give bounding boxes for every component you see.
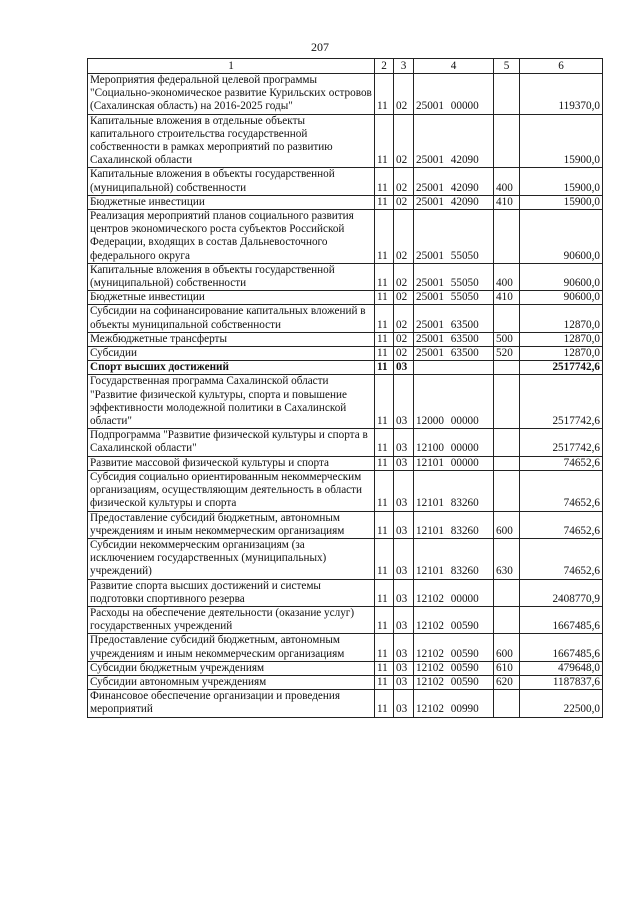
row-expense-type bbox=[494, 210, 520, 264]
row-expense-type: 600 bbox=[494, 634, 520, 661]
row-amount: 22500,0 bbox=[520, 690, 603, 717]
row-target-code: 12102 00990 bbox=[414, 690, 494, 717]
row-name: Спорт высших достижений bbox=[88, 361, 375, 375]
row-name: Развитие массовой физической культуры и спорта bbox=[88, 456, 375, 470]
table-header-row bbox=[88, 59, 603, 74]
budget-table bbox=[87, 58, 603, 718]
row-amount: 74652,6 bbox=[520, 511, 603, 538]
row-name: Субсидии на софинансирование капитальных вложений в объекты муниципальной собственности bbox=[88, 305, 375, 332]
row-amount: 74652,6 bbox=[520, 470, 603, 511]
row-expense-type bbox=[494, 74, 520, 115]
row-name: Предоставление субсидий бюджетным, автономным учреждениям и иным некоммерческим организациям bbox=[88, 634, 375, 661]
row-amount: 1667485,6 bbox=[520, 606, 603, 633]
table-body bbox=[88, 74, 603, 718]
row-expense-type bbox=[494, 606, 520, 633]
row-name: Подпрограмма "Развитие физической культуры и спорта в Сахалинской области" bbox=[88, 429, 375, 456]
table-row bbox=[88, 263, 603, 290]
row-target-code: 25001 63500 bbox=[414, 332, 494, 346]
row-expense-type: 610 bbox=[494, 661, 520, 675]
row-target-code: 25001 55050 bbox=[414, 291, 494, 305]
row-amount: 119370,0 bbox=[520, 74, 603, 115]
row-section: 11 bbox=[375, 661, 394, 675]
row-expense-type bbox=[494, 429, 520, 456]
row-section: 11 bbox=[375, 347, 394, 361]
row-amount: 74652,6 bbox=[520, 456, 603, 470]
row-expense-type: 400 bbox=[494, 263, 520, 290]
row-expense-type bbox=[494, 361, 520, 375]
row-amount: 2408770,9 bbox=[520, 579, 603, 606]
row-subsection: 03 bbox=[394, 675, 414, 689]
table-row bbox=[88, 456, 603, 470]
row-subsection: 02 bbox=[394, 291, 414, 305]
row-expense-type bbox=[494, 470, 520, 511]
row-expense-type bbox=[494, 579, 520, 606]
row-target-code: 12102 00000 bbox=[414, 579, 494, 606]
row-section: 11 bbox=[375, 606, 394, 633]
row-expense-type: 410 bbox=[494, 291, 520, 305]
row-amount: 1667485,6 bbox=[520, 634, 603, 661]
row-section: 11 bbox=[375, 114, 394, 168]
row-expense-type: 500 bbox=[494, 332, 520, 346]
header-col-subsection: 3 bbox=[394, 59, 414, 74]
row-name: Субсидии автономным учреждениям bbox=[88, 675, 375, 689]
row-section: 11 bbox=[375, 305, 394, 332]
row-section: 11 bbox=[375, 511, 394, 538]
row-name: Мероприятия федеральной целевой программы "Социально-экономическое развитие Курильских островов (Сахалинская область) на 2016-2025 годы" bbox=[88, 74, 375, 115]
row-target-code: 12102 00590 bbox=[414, 675, 494, 689]
row-target-code: 12102 00590 bbox=[414, 634, 494, 661]
row-name: Капитальные вложения в отдельные объекты капитального строительства государственной собственности в рамках мероприятий по развитию Сахалинской области bbox=[88, 114, 375, 168]
row-target-code: 25001 63500 bbox=[414, 347, 494, 361]
table-row bbox=[88, 210, 603, 264]
row-name: Бюджетные инвестиции bbox=[88, 291, 375, 305]
row-name: Капитальные вложения в объекты государственной (муниципальной) собственности bbox=[88, 168, 375, 195]
row-section: 11 bbox=[375, 456, 394, 470]
row-amount: 1187837,6 bbox=[520, 675, 603, 689]
row-amount: 90600,0 bbox=[520, 210, 603, 264]
header-col-target: 4 bbox=[414, 59, 494, 74]
row-expense-type: 600 bbox=[494, 511, 520, 538]
table-row bbox=[88, 661, 603, 675]
row-amount: 12870,0 bbox=[520, 347, 603, 361]
row-target-code: 12101 83260 bbox=[414, 470, 494, 511]
table-row bbox=[88, 511, 603, 538]
row-expense-type: 400 bbox=[494, 168, 520, 195]
table-row bbox=[88, 361, 603, 375]
table-row bbox=[88, 168, 603, 195]
row-amount: 90600,0 bbox=[520, 291, 603, 305]
row-subsection: 03 bbox=[394, 470, 414, 511]
row-section: 11 bbox=[375, 210, 394, 264]
row-section: 11 bbox=[375, 470, 394, 511]
row-subsection: 02 bbox=[394, 195, 414, 209]
row-subsection: 03 bbox=[394, 511, 414, 538]
row-target-code: 25001 42090 bbox=[414, 195, 494, 209]
row-section: 11 bbox=[375, 375, 394, 429]
row-amount: 2517742,6 bbox=[520, 375, 603, 429]
row-subsection: 03 bbox=[394, 361, 414, 375]
row-section: 11 bbox=[375, 690, 394, 717]
row-name: Реализация мероприятий планов социального развития центров экономического роста субъектов Российской Федерации, входящих в состав Дальневосточного федерального округа bbox=[88, 210, 375, 264]
row-amount: 2517742,6 bbox=[520, 429, 603, 456]
row-name: Государственная программа Сахалинской области "Развитие физической культуры, спорта и повышение эффективности молодежной политики в Сахалинской области" bbox=[88, 375, 375, 429]
row-target-code: 12100 00000 bbox=[414, 429, 494, 456]
row-section: 11 bbox=[375, 634, 394, 661]
row-target-code: 12102 00590 bbox=[414, 661, 494, 675]
table-row bbox=[88, 538, 603, 579]
row-expense-type: 520 bbox=[494, 347, 520, 361]
row-section: 11 bbox=[375, 74, 394, 115]
page-number: 207 bbox=[311, 40, 329, 54]
row-name: Финансовое обеспечение организации и проведения мероприятий bbox=[88, 690, 375, 717]
row-subsection: 02 bbox=[394, 74, 414, 115]
row-name: Развитие спорта высших достижений и системы подготовки спортивного резерва bbox=[88, 579, 375, 606]
row-target-code: 12101 00000 bbox=[414, 456, 494, 470]
header-col-amount: 6 bbox=[520, 59, 603, 74]
table-row bbox=[88, 675, 603, 689]
row-amount: 2517742,6 bbox=[520, 361, 603, 375]
table-row bbox=[88, 195, 603, 209]
row-expense-type bbox=[494, 456, 520, 470]
row-section: 11 bbox=[375, 332, 394, 346]
row-target-code: 25001 42090 bbox=[414, 168, 494, 195]
header-col-section: 2 bbox=[375, 59, 394, 74]
row-subsection: 02 bbox=[394, 332, 414, 346]
table-row bbox=[88, 606, 603, 633]
row-target-code: 25001 55050 bbox=[414, 210, 494, 264]
table-row bbox=[88, 114, 603, 168]
table-row bbox=[88, 74, 603, 115]
row-subsection: 03 bbox=[394, 579, 414, 606]
table-row bbox=[88, 375, 603, 429]
table-row bbox=[88, 429, 603, 456]
row-amount: 15900,0 bbox=[520, 114, 603, 168]
row-expense-type: 630 bbox=[494, 538, 520, 579]
row-amount: 12870,0 bbox=[520, 332, 603, 346]
row-subsection: 03 bbox=[394, 375, 414, 429]
row-expense-type bbox=[494, 305, 520, 332]
row-name: Субсидия социально ориентированным некоммерческим организациям, осуществляющим деятельность в области физической культуры и спорта bbox=[88, 470, 375, 511]
row-target-code: 12101 83260 bbox=[414, 538, 494, 579]
table-row bbox=[88, 305, 603, 332]
table-row bbox=[88, 579, 603, 606]
row-target-code: 25001 63500 bbox=[414, 305, 494, 332]
row-subsection: 02 bbox=[394, 263, 414, 290]
row-name: Субсидии бюджетным учреждениям bbox=[88, 661, 375, 675]
row-target-code: 12102 00590 bbox=[414, 606, 494, 633]
row-amount: 15900,0 bbox=[520, 195, 603, 209]
row-subsection: 03 bbox=[394, 606, 414, 633]
row-subsection: 03 bbox=[394, 634, 414, 661]
row-subsection: 03 bbox=[394, 661, 414, 675]
row-name: Бюджетные инвестиции bbox=[88, 195, 375, 209]
table-row bbox=[88, 332, 603, 346]
row-name: Предоставление субсидий бюджетным, автономным учреждениям и иным некоммерческим организациям bbox=[88, 511, 375, 538]
row-subsection: 02 bbox=[394, 210, 414, 264]
row-name: Межбюджетные трансферты bbox=[88, 332, 375, 346]
row-target-code: 25001 00000 bbox=[414, 74, 494, 115]
row-target-code: 25001 55050 bbox=[414, 263, 494, 290]
row-name: Капитальные вложения в объекты государственной (муниципальной) собственности bbox=[88, 263, 375, 290]
table-row bbox=[88, 291, 603, 305]
row-section: 11 bbox=[375, 538, 394, 579]
row-subsection: 03 bbox=[394, 429, 414, 456]
row-amount: 15900,0 bbox=[520, 168, 603, 195]
row-subsection: 03 bbox=[394, 456, 414, 470]
row-name: Расходы на обеспечение деятельности (оказание услуг) государственных учреждений bbox=[88, 606, 375, 633]
row-amount: 90600,0 bbox=[520, 263, 603, 290]
row-expense-type bbox=[494, 375, 520, 429]
header-col-expense-type: 5 bbox=[494, 59, 520, 74]
row-section: 11 bbox=[375, 429, 394, 456]
row-target-code: 25001 42090 bbox=[414, 114, 494, 168]
header-col-name: 1 bbox=[88, 59, 375, 74]
row-section: 11 bbox=[375, 579, 394, 606]
row-expense-type: 410 bbox=[494, 195, 520, 209]
row-section: 11 bbox=[375, 263, 394, 290]
row-subsection: 03 bbox=[394, 690, 414, 717]
row-expense-type bbox=[494, 114, 520, 168]
row-amount: 12870,0 bbox=[520, 305, 603, 332]
row-subsection: 02 bbox=[394, 114, 414, 168]
row-expense-type bbox=[494, 690, 520, 717]
row-section: 11 bbox=[375, 195, 394, 209]
table-row bbox=[88, 347, 603, 361]
row-subsection: 02 bbox=[394, 168, 414, 195]
row-expense-type: 620 bbox=[494, 675, 520, 689]
row-subsection: 02 bbox=[394, 305, 414, 332]
table-row bbox=[88, 634, 603, 661]
row-target-code: 12000 00000 bbox=[414, 375, 494, 429]
row-section: 11 bbox=[375, 291, 394, 305]
row-amount: 74652,6 bbox=[520, 538, 603, 579]
row-amount: 479648,0 bbox=[520, 661, 603, 675]
row-section: 11 bbox=[375, 168, 394, 195]
row-name: Субсидии bbox=[88, 347, 375, 361]
row-subsection: 03 bbox=[394, 538, 414, 579]
row-section: 11 bbox=[375, 361, 394, 375]
table-row bbox=[88, 470, 603, 511]
row-name: Субсидии некоммерческим организациям (за исключением государственных (муниципальных) учреждений) bbox=[88, 538, 375, 579]
row-target-code bbox=[414, 361, 494, 375]
row-target-code: 12101 83260 bbox=[414, 511, 494, 538]
row-section: 11 bbox=[375, 675, 394, 689]
table-row bbox=[88, 690, 603, 717]
row-subsection: 02 bbox=[394, 347, 414, 361]
